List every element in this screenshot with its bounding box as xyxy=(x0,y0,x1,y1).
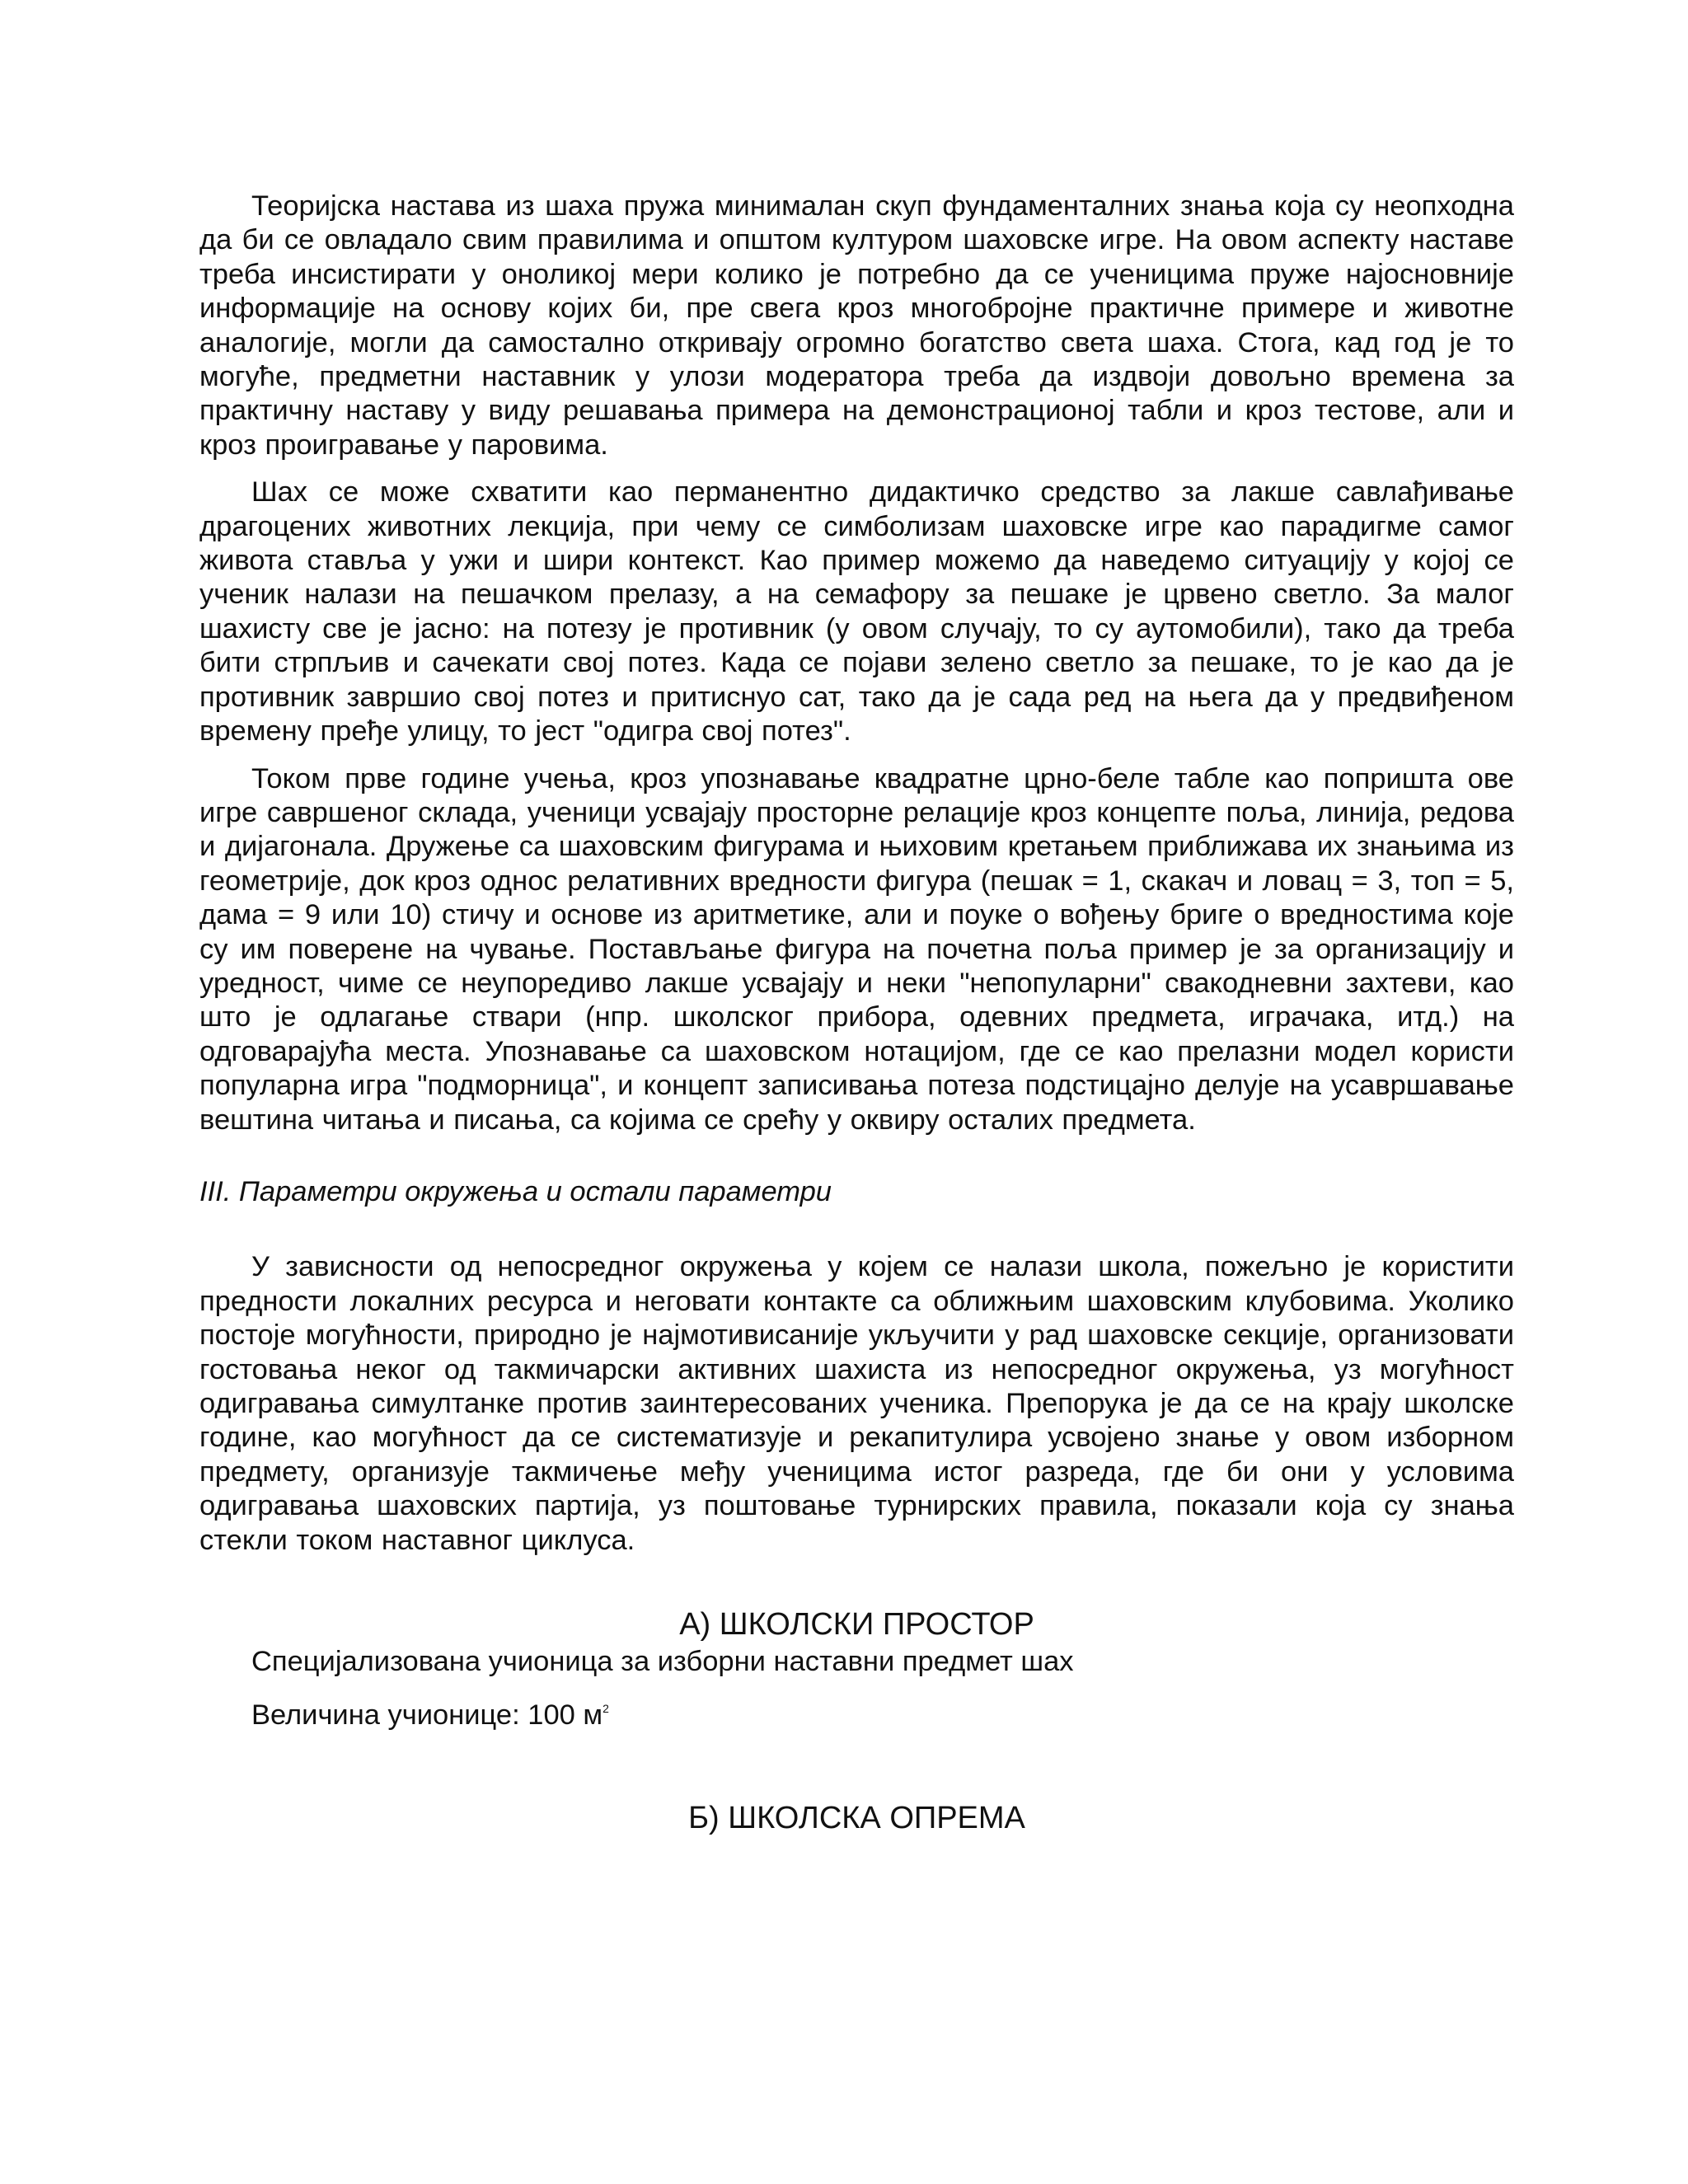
page-content xyxy=(199,190,1514,1837)
section-heading: III. Параметри окружења и остали параметри xyxy=(199,1175,832,1207)
paragraph-theory: Теоријска настава из шаха пружа минималан скуп фундаменталних знања која су неопходна да би се овладало свим правилима и општом културом шаховске игре. На овом аспекту наставе треба инсистирати у оноликој мери колико је потребно да се ученицима пруже најосновније информације на основу којих би, пре свега кроз многобројне практичне примере и животне аналогије, могли да самостално откривају огромно богатство света шаха. Стога, кад год је то могуће, предметни наставник у улози модератора треба да издвоји довољно времена за практичну наставу у виду решавања примера на демонстрационој табли и кроз тестове, али и кроз проигравање у паровима. xyxy=(199,190,1514,461)
classroom-size-label: Величина учионице: 100 м xyxy=(251,1699,603,1732)
paragraph-didactic: Шах се може схватити као перманентно дидактичко средство за лакше савлађивање драгоцених животних лекција, при чему се симболизам шаховске игре као парадигме самог живота ставља у ужи и шири контекст. Као пример можемо да наведемо ситуацију у којој се ученик налази на пешачком прелазу, а на семафору за пешаке је црвено светло. За малог шахисту све је јасно: на потезу је противник (у овом случају, то су аутомобили), тако да треба бити стрпљив и сачекати свој потез. Када се појави зелено светло за пешаке, то је као да је противник завршио свој потез и притиснуо сат, тако да је сада ред на њега да у предвиђеном времену пређе улицу, то јест "одигра свој потез". xyxy=(199,476,1514,748)
paragraph-environment: У зависности од непосредног окружења у којем се налази школа, пожељно је користити предности локалних ресурса и неговати контакте са оближњим шаховским клубовима. Уколико постоје могућности, природно је најмотивисаније укључити у рад шаховске секције, организовати гостовања неког од такмичарски активних шахиста из непосредног окружења, уз могућност одигравања симултанке против заинтересованих ученика. Препорука је да се на крају школске године, као могућност да се систематизује и рекапитулира усвојено знање у овом изборном предмету, организује такмичење међу ученицима истог разреда, где би они у условима одигравања шаховских партија, уз поштовање турнирских правила, показали која су знања стекли током наставног циклуса. xyxy=(199,1251,1514,1556)
classroom-description: Специјализована учионица за изборни наставни предмет шах xyxy=(251,1646,1074,1678)
school-equipment-title: Б) ШКОЛСКА ОПРЕМА xyxy=(688,1800,1025,1835)
paragraph-first-year: Током прве године учења, кроз упознавање квадратне црно-беле табле као поприштa ове игре савршеног склада, ученици усвајају просторне релације кроз концепте поља, линија, редова и дијагонала. Дружење са шаховским фигурама и њиховим кретањем приближава их знањима из геометрије, док кроз однос релативних вредности фигура (пешак = 1, скакач и ловац = 3, топ = 5, дама = 9 или 10) стичу и основе из аритметике, али и поуке о вођењу бриге о вредностима које су им поверене на чување. Постављање фигура на почетна поља пример је за организацију и уредност, чиме се неупоредиво лакше усвајају и неки "непопуларни" свакодневни захтеви, као што је одлагање ствари (нпр. школског прибора, одевних предмета, играчака, итд.) на одговарајућа места. Упознавање са шаховском нотацијом, где се као прелазни модел користи популарна игра "подморница", и концепт записивања потеза подстицајно делује на усавршавање вештина читања и писања, са којима се срећу у оквиру осталих предмета. xyxy=(199,762,1514,1136)
classroom-size-unit-superscript: 2 xyxy=(603,1702,609,1716)
school-space-title: А) ШКОЛСКИ ПРОСТОР xyxy=(679,1607,1034,1643)
classroom-size xyxy=(199,1699,1514,1732)
